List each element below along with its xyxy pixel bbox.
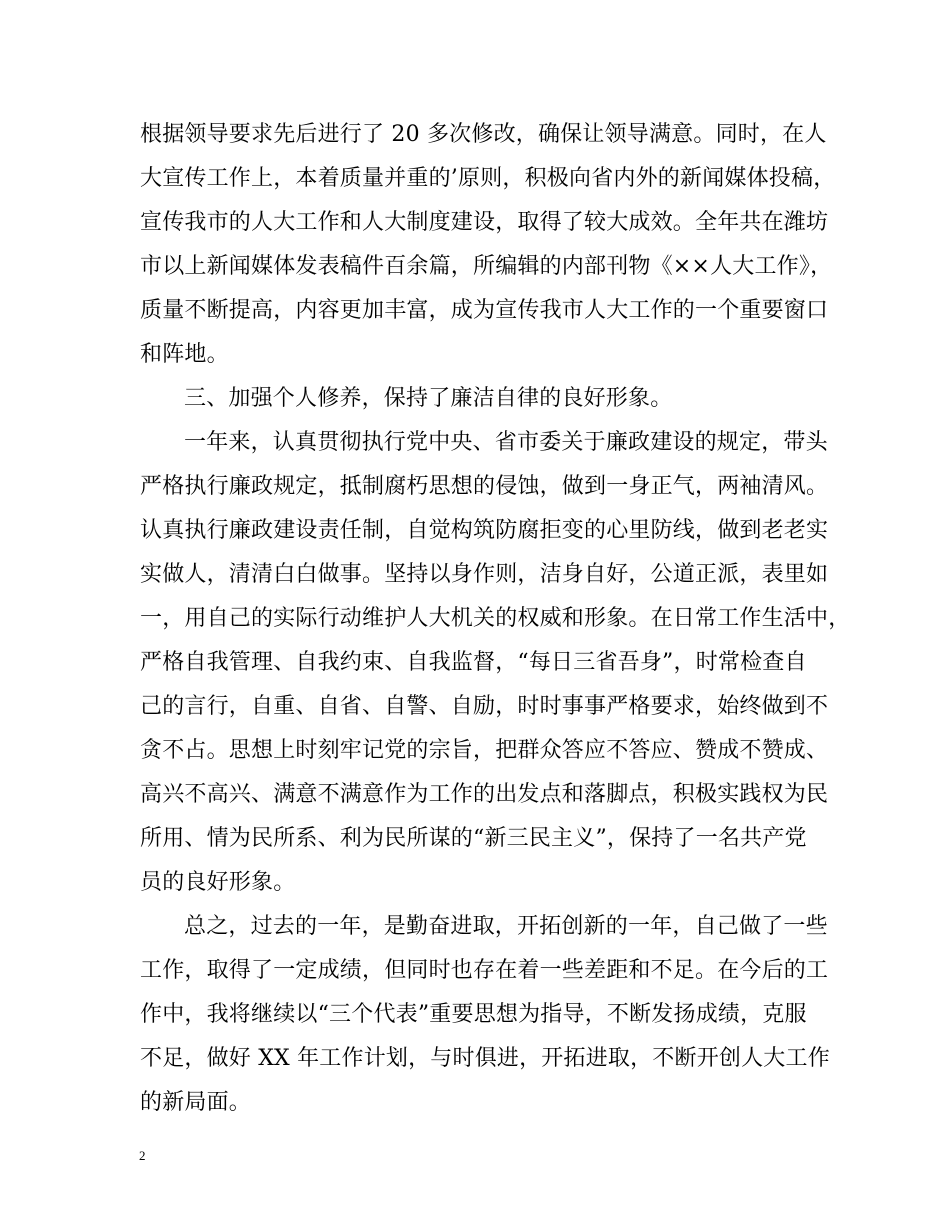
text-line: 贪不占。思想上时刻牢记党的宗旨，把群众答应不答应、赞成不赞成、 [140, 738, 829, 763]
text-line: 己的言行，自重、自省、自警、自励，时时事事严格要求，始终做到不 [140, 694, 829, 719]
text-line: 和阵地。 [140, 342, 229, 367]
text-line: 总之，过去的一年，是勤奋进取，开拓创新的一年，自己做了一些 [184, 914, 828, 939]
text-line: 根据领导要求先后进行了 20 多次修改，确保让领导满意。同时，在人 [140, 122, 827, 147]
text-line: 实做人，清清白白做事。坚持以身作则，洁身自好，公道正派，表里如 [140, 562, 829, 587]
text-line: 员的良好形象。 [140, 870, 296, 895]
text-line: 作中，我将继续以“三个代表”重要思想为指导，不断发扬成绩，克服 [140, 1002, 807, 1027]
text-line: 所用、情为民所系、利为民所谋的“新三民主义”，保持了一名共产党 [140, 826, 807, 851]
text-line: 大宣传工作上，本着质量并重的’原则，积极向省内外的新闻媒体投稿， [140, 166, 836, 191]
text-line: 高兴不高兴、满意不满意作为工作的出发点和落脚点，积极实践权为民 [140, 782, 829, 807]
text-line: 工作，取得了一定成绩，但同时也存在着一些差距和不足。在今后的工 [140, 958, 829, 983]
text-line: 不足，做好 XX 年工作计划，与时俱进，开拓进取，不断开创人大工作 [140, 1046, 830, 1071]
text-line: 宣传我市的人大工作和人大制度建设，取得了较大成效。全年共在潍坊 [140, 210, 829, 235]
text-line: 市以上新闻媒体发表稿件百余篇，所编辑的内部刊物《××人大工作》， [140, 254, 833, 279]
section-heading: 三、加强个人修养，保持了廉洁自律的良好形象。 [184, 386, 673, 411]
text-line: 严格自我管理、自我约束、自我监督，“每日三省吾身”，时常检查自 [140, 650, 807, 675]
document-body [140, 113, 851, 1125]
text-line: 一年来，认真贯彻执行党中央、省市委关于廉政建设的规定，带头 [184, 430, 828, 455]
text-line: 严格执行廉政规定，抵制腐朽思想的侵蚀，做到一身正气，两袖清风。 [140, 474, 829, 499]
page-number: 2 [139, 1148, 146, 1163]
text-line: 的新局面。 [140, 1090, 252, 1115]
text-line: 认真执行廉政建设责任制，自觉构筑防腐拒变的心里防线，做到老老实 [140, 518, 829, 543]
text-line: 质量不断提高，内容更加丰富，成为宣传我市人大工作的一个重要窗口 [140, 298, 829, 323]
text-line: 一，用自己的实际行动维护人大机关的权威和形象。在日常工作生活中， [140, 606, 851, 631]
